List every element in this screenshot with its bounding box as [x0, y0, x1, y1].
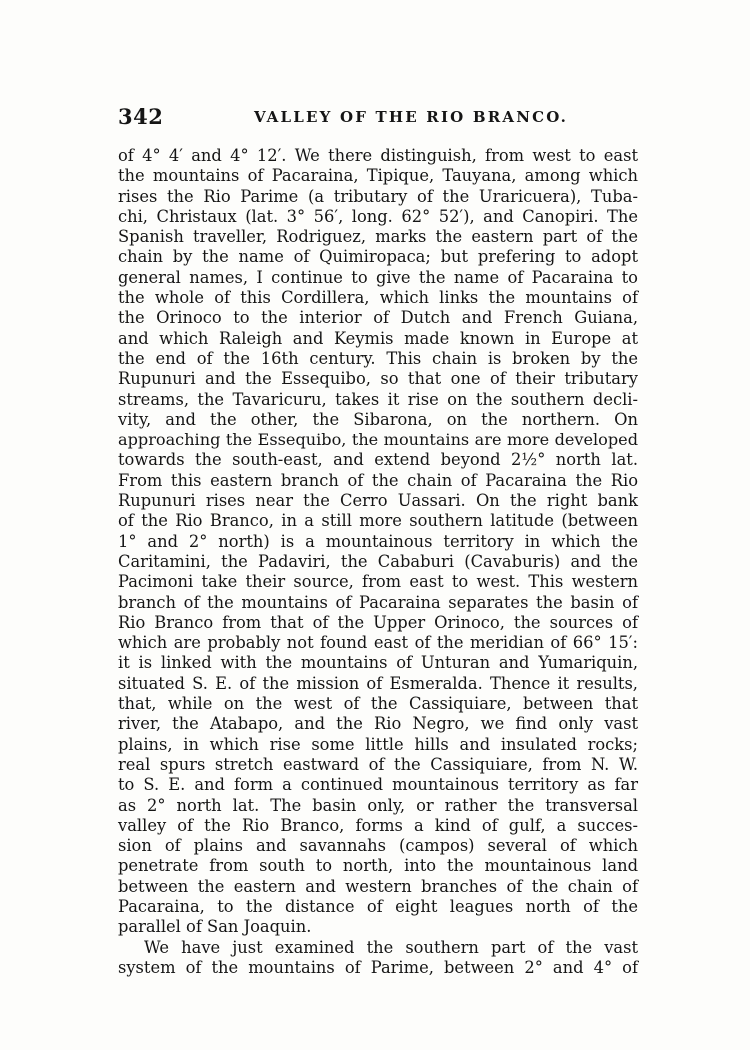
text-line: approaching the Essequibo, the mountains are more developed	[118, 430, 638, 450]
text-line: it is linked with the mountains of Unturan and Yumariquin,	[118, 653, 638, 673]
text-line: valley of the Rio Branco, forms a kind of gulf, a succes-	[118, 815, 638, 835]
text-line: sion of plains and savannahs (campos) several of which	[118, 836, 638, 856]
text-line: chi, Christaux (lat. 3° 56′, long. 62° 52′), and Canopiri. The	[118, 206, 638, 226]
running-title: VALLEY OF THE RIO BRANCO.	[254, 108, 569, 126]
text-line: parallel of San Joaquin.	[118, 917, 312, 937]
text-line: Spanish traveller, Rodriguez, marks the eastern part of the	[118, 227, 638, 247]
text-line: From this eastern branch of the chain of Pacaraina the Rio	[118, 470, 638, 490]
text-line: river, the Atabapo, and the Rio Negro, we find only vast	[118, 714, 638, 734]
text-line: of 4° 4′ and 4° 12′. We there distinguish, from west to east	[118, 146, 638, 165]
text-line: branch of the mountains of Pacaraina separates the basin of	[118, 592, 638, 612]
text-line: between the eastern and western branches of the chain of	[118, 876, 638, 896]
text-line: vity, and the other, the Sibarona, on the northern. On	[118, 409, 638, 429]
paragraph	[118, 146, 638, 938]
text-line: the Orinoco to the interior of Dutch and French Guiana,	[118, 308, 638, 328]
text-line: as 2° north lat. The basin only, or rather the transversal	[118, 795, 638, 815]
text-line: plains, in which rise some little hills and insulated rocks;	[118, 734, 638, 754]
text-line: general names, I continue to give the name of Pacaraina to	[118, 267, 638, 287]
text-line: streams, the Tavaricuru, takes it rise on the southern decli-	[118, 389, 638, 409]
text-line: Caritamini, the Padaviri, the Cababuri (Cavaburis) and the	[118, 551, 638, 571]
text-line: that, while on the west of the Cassiquiare, between that	[118, 694, 638, 714]
text-line: towards the south-east, and extend beyond 2½° north lat.	[118, 450, 638, 470]
text-line: Rupunuri rises near the Cerro Uassari. On the right bank	[118, 491, 638, 511]
text-line: to S. E. and form a continued mountainous territory as far	[118, 775, 638, 795]
text-line: chain by the name of Quimiropaca; but prefering to adopt	[118, 247, 638, 267]
text-line: Pacimoni take their source, from east to west. This western	[118, 572, 638, 592]
text-line: the mountains of Pacaraina, Tipique, Tauyana, among which	[118, 166, 638, 186]
paragraph	[118, 938, 638, 979]
page-number: 342	[118, 104, 164, 129]
body-text	[118, 146, 638, 978]
text-line: situated S. E. of the mission of Esmeralda. Thence it results,	[118, 673, 638, 693]
text-line: penetrate from south to north, into the mountainous land	[118, 856, 638, 876]
text-line: Rio Branco from that of the Upper Orinoco, the sources of	[118, 612, 638, 632]
text-line: of the Rio Branco, in a still more southern latitude (between	[118, 511, 638, 531]
text-line: which are probably not found east of the meridian of 66° 15′:	[118, 633, 638, 653]
text-line: the whole of this Cordillera, which links the mountains of	[118, 288, 638, 308]
text-line: and which Raleigh and Keymis made known in Europe at	[118, 328, 638, 348]
text-line: Pacaraina, to the distance of eight leagues north of the	[118, 896, 638, 916]
text-line: system of the mountains of Parime, between 2° and 4° of	[118, 957, 638, 977]
text-line: the end of the 16th century. This chain is broken by the	[118, 348, 638, 368]
text-line: We have just examined the southern part of the vast	[144, 937, 638, 957]
text-line: rises the Rio Parime (a tributary of the Uraricuera), Tuba-	[118, 186, 638, 206]
page-header	[118, 104, 634, 132]
text-line: 1° and 2° north) is a mountainous territory in which the	[118, 531, 638, 551]
text-line: Rupunuri and the Essequibo, so that one of their tributary	[118, 369, 638, 389]
text-line: real spurs stretch eastward of the Cassiquiare, from N. W.	[118, 754, 638, 774]
